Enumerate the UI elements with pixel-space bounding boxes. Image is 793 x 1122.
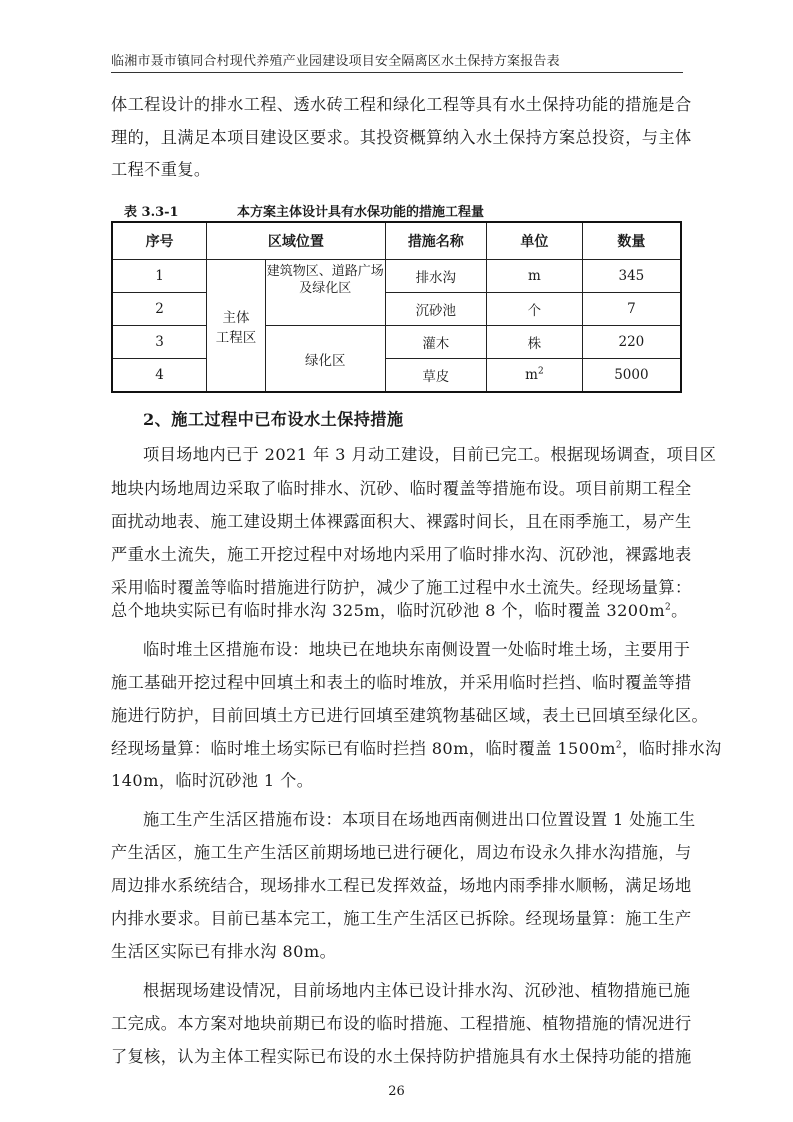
header-seq: 序号 bbox=[112, 222, 207, 260]
paragraph-line: 临时堆土区措施布设：地块已在地块东南侧设置一处临时堆土场，主要用于 bbox=[143, 640, 691, 659]
cell-unit: 株 bbox=[487, 326, 583, 359]
cell-measure: 草皮 bbox=[385, 359, 487, 393]
paragraph-line bbox=[111, 739, 722, 759]
cell-quantity: 7 bbox=[582, 293, 681, 326]
paragraph-line: 生活区实际已有排水沟 80m。 bbox=[111, 942, 337, 961]
intro-line: 体工程设计的排水工程、透水砖工程和绿化工程等具有水土保持功能的措施是合 bbox=[111, 95, 692, 114]
zone-main-line2: 工程区 bbox=[215, 329, 257, 346]
header-unit: 单位 bbox=[487, 222, 583, 260]
text-run: ，临时排水沟 bbox=[622, 739, 722, 758]
paragraph-line: 140m，临时沉砂池 1 个。 bbox=[111, 771, 314, 790]
paragraph-line: 产生活区，施工生产生活区前期场地已进行硬化，周边布设永久排水沟措施，与 bbox=[111, 843, 692, 862]
header-rule bbox=[111, 72, 683, 73]
zone-building-line2: 及绿化区 bbox=[299, 281, 352, 296]
table-row bbox=[112, 260, 681, 293]
cell-unit: m bbox=[487, 260, 583, 293]
header-measure: 措施名称 bbox=[385, 222, 487, 260]
superscript: 2 bbox=[664, 602, 672, 613]
zone-building-line1: 建筑物区、道路广场 bbox=[266, 264, 384, 279]
cell-unit: 个 bbox=[487, 293, 583, 326]
text-run: 总个地块实际已有临时排水沟 325m，临时沉砂池 8 个，临时覆盖 3200m bbox=[111, 601, 665, 620]
cell-unit bbox=[487, 359, 583, 393]
measures-table bbox=[111, 221, 682, 393]
cell-seq: 4 bbox=[112, 359, 207, 393]
paragraph-line: 面扰动地表、施工建设期土体裸露面积大、裸露时间长，且在雨季施工，易产生 bbox=[111, 512, 692, 531]
running-header: 临湘市聂市镇同合村现代养殖产业园建设项目安全隔离区水土保持方案报告表 bbox=[111, 54, 560, 69]
paragraph-line: 周边排水系统结合，现场排水工程已发挥效益，场地内雨季排水顺畅，满足场地 bbox=[111, 876, 692, 895]
cell-quantity: 220 bbox=[582, 326, 681, 359]
paragraph-line: 了复核，认为主体工程实际已布设的水土保持防护措施具有水土保持功能的措施 bbox=[111, 1047, 692, 1066]
paragraph-line: 施工生产生活区措施布设：本项目在场地西南侧进出口位置设置 1 处施工生 bbox=[143, 810, 696, 829]
table-header-row bbox=[112, 222, 681, 260]
cell-quantity: 345 bbox=[582, 260, 681, 293]
cell-seq: 3 bbox=[112, 326, 207, 359]
unit-text: m bbox=[525, 367, 538, 383]
superscript: 2 bbox=[615, 740, 623, 751]
text-run: 。 bbox=[671, 601, 688, 620]
cell-zone-main bbox=[207, 260, 266, 393]
header-zone: 区域位置 bbox=[207, 222, 385, 260]
table-row bbox=[112, 359, 681, 393]
cell-measure: 灌木 bbox=[385, 326, 487, 359]
cell-quantity: 5000 bbox=[582, 359, 681, 393]
paragraph-line: 施进行防护，目前回填土方已进行回填至建筑物基础区域，表土已回填至绿化区。 bbox=[111, 706, 709, 725]
table-row bbox=[112, 293, 681, 326]
paragraph-line: 工完成。本方案对地块前期已布设的临时措施、工程措施、植物措施的情况进行 bbox=[111, 1014, 692, 1033]
cell-zone-building bbox=[265, 260, 385, 326]
cell-zone-green: 绿化区 bbox=[265, 326, 385, 393]
cell-measure: 沉砂池 bbox=[385, 293, 487, 326]
paragraph-line: 施工基础开挖过程中回填土和表土的临时堆放，并采用临时拦挡、临时覆盖等措 bbox=[111, 673, 692, 692]
unit-superscript: 2 bbox=[537, 366, 544, 377]
paragraph-line: 内排水要求。目前已基本完工，施工生产生活区已拆除。经现场量算：施工生产 bbox=[111, 909, 692, 928]
paragraph-line: 项目场地内已于 2021 年 3 月动工建设，目前已完工。根据现场调查，项目区 bbox=[143, 445, 717, 464]
table-caption-title: 本方案主体设计具有水保功能的措施工程量 bbox=[237, 205, 485, 220]
cell-measure: 排水沟 bbox=[385, 260, 487, 293]
section-heading: 2、施工过程中已布设水土保持措施 bbox=[143, 410, 404, 429]
paragraph-line: 采用临时覆盖等临时措施进行防护，减少了施工过程中水土流失。经现场量算： bbox=[111, 578, 692, 597]
paragraph-line: 根据现场建设情况，目前场地内主体已设计排水沟、沉砂池、植物措施已施 bbox=[143, 981, 691, 1000]
cell-seq: 2 bbox=[112, 293, 207, 326]
table-row bbox=[112, 326, 681, 359]
intro-line: 理的，且满足本项目建设区要求。其投资概算纳入水土保持方案总投资，与主体 bbox=[111, 128, 692, 147]
paragraph-line: 严重水土流失，施工开挖过程中对场地内采用了临时排水沟、沉砂池，裸露地表 bbox=[111, 545, 692, 564]
paragraph-line bbox=[111, 601, 688, 621]
table-caption-number: 表 3.3-1 bbox=[124, 205, 179, 220]
page-number: 26 bbox=[388, 1084, 405, 1099]
cell-seq: 1 bbox=[112, 260, 207, 293]
header-quantity: 数量 bbox=[582, 222, 681, 260]
paragraph-line: 地块内场地周边采取了临时排水、沉砂、临时覆盖等措施布设。项目前期工程全 bbox=[111, 479, 692, 498]
text-run: 经现场量算：临时堆土场实际已有临时拦挡 80m，临时覆盖 1500m bbox=[111, 739, 616, 758]
intro-line: 工程不重复。 bbox=[111, 160, 211, 179]
zone-main-line1: 主体 bbox=[222, 309, 250, 326]
